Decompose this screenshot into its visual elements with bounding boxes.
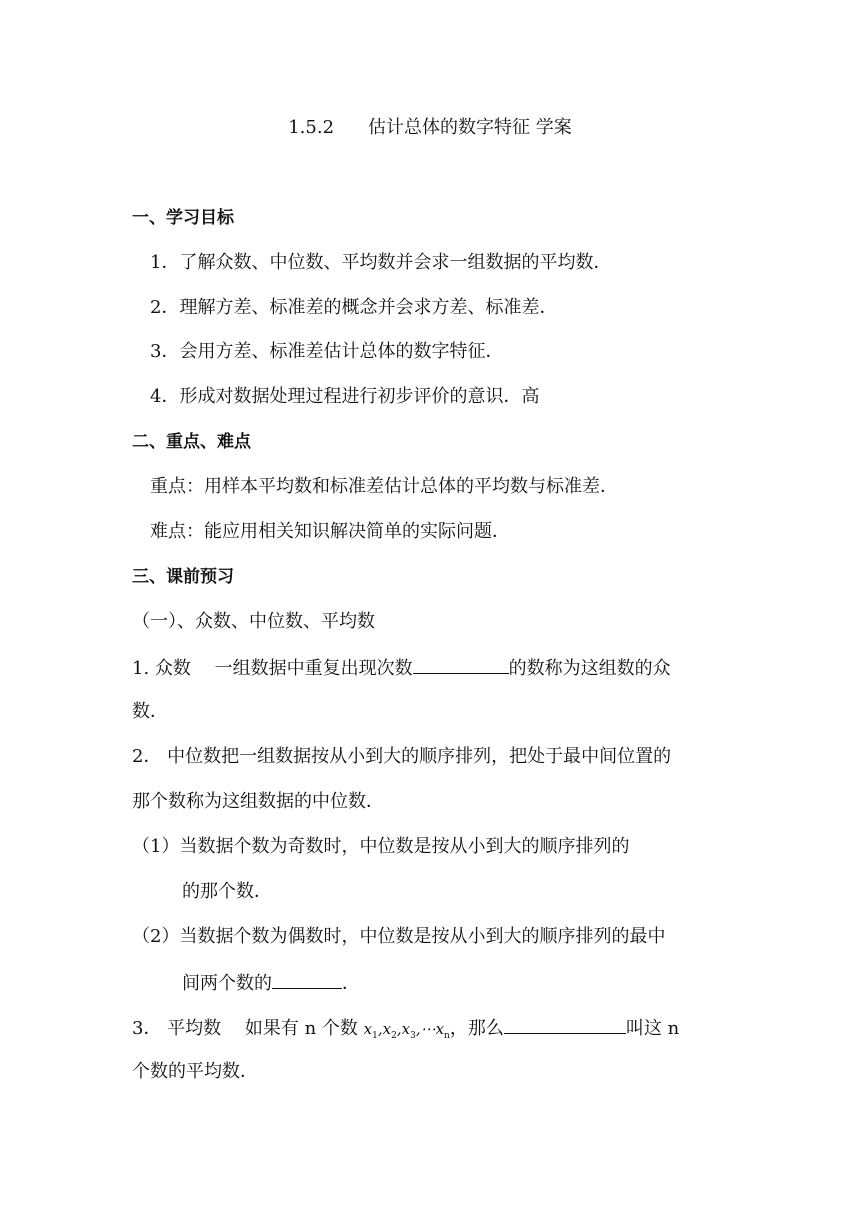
paragraph-text: 数． (132, 701, 168, 722)
paragraph-text: 间两个数的 (182, 973, 272, 994)
fill-blank-median[interactable] (272, 970, 342, 989)
paragraph-mean (132, 1015, 679, 1048)
section-heading-objectives: 一、学习目标 (132, 208, 234, 228)
paragraph-odd-case: （1）当数据个数为奇数时，中位数是按从小到大的顺序排列的 (132, 836, 630, 857)
paragraph-text: ． (342, 973, 360, 994)
objective-item: 2．理解方差、标准差的概念并会求方差、标准差． (150, 297, 558, 318)
document-title (0, 116, 860, 140)
paragraph-text: 的那个数． (182, 881, 272, 902)
paragraph-text: 个数的平均数． (132, 1061, 258, 1082)
paragraph-even-case: （2）当数据个数为偶数时，中位数是按从小到大的顺序排列的最中 (132, 926, 666, 947)
paragraph-text: ，那么 (449, 1018, 504, 1039)
paragraph-text: 的数称为这组数的众 (508, 658, 671, 679)
paragraph-median: 2． 中位数把一组数据按从小到大的顺序排列，把处于最中间位置的 (132, 746, 672, 767)
paragraph-mode (132, 655, 671, 681)
paragraph-text: 1. 众数 一组数据中重复出现次数 (132, 658, 413, 679)
objective-item: 3．会用方差、标准差估计总体的数字特征． (150, 341, 504, 362)
fill-blank-mode[interactable] (413, 655, 509, 674)
section-heading-preview: 三、课前预习 (132, 567, 234, 587)
paragraph-text: 叫这 n (625, 1018, 680, 1039)
subsection-title: （一）、众数、中位数、平均数 (132, 611, 375, 632)
paragraph-text: 那个数称为这组数据的中位数． (132, 791, 384, 812)
objective-item: 1．了解众数、中位数、平均数并会求一组数据的平均数． (150, 252, 612, 273)
key-point-text: 重点：用样本平均数和标准差估计总体的平均数与标准差． (150, 476, 618, 497)
math-sequence: $x_1,x_2,x_3,\cdots x_n$ (363, 1020, 450, 1041)
paragraph-text: 3． 平均数 如果有 n 个数 (132, 1018, 358, 1039)
objective-item: 4．形成对数据处理过程进行初步评价的意识．高 (150, 386, 540, 407)
fill-blank-mean[interactable] (504, 1015, 626, 1034)
difficulty-text: 难点：能应用相关知识解决简单的实际问题． (150, 521, 510, 542)
paragraph-even-case-cont (182, 970, 360, 996)
title-number: 1.5.2 (288, 117, 335, 138)
section-heading-key-points: 二、重点、难点 (132, 432, 251, 452)
title-text: 估计总体的数字特征 学案 (368, 117, 572, 138)
